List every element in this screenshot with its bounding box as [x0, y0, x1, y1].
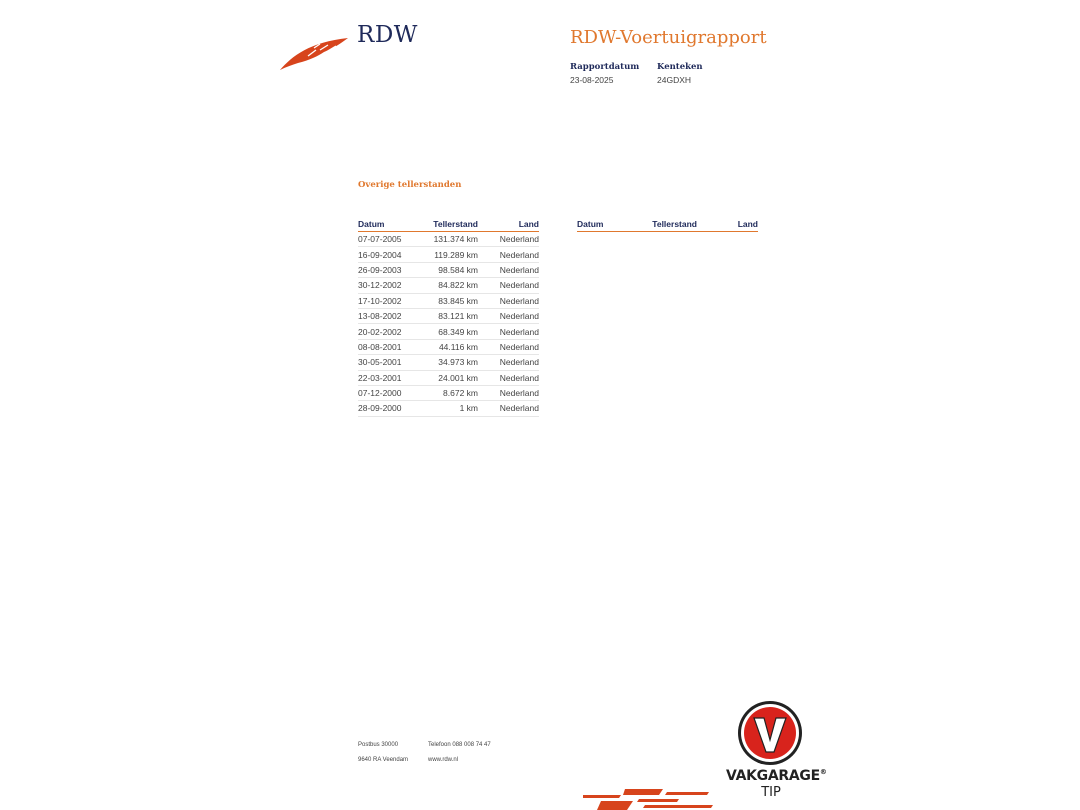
plate-number: 24GDXH: [657, 75, 692, 85]
vakgarage-name-text: VAKGARAGE: [726, 768, 820, 784]
table-row: [358, 339, 539, 354]
rdw-wing-logo: [280, 36, 350, 72]
badge-letter: V: [726, 698, 727, 699]
row-reading: 83.845 km: [420, 293, 478, 308]
row-country: Nederland: [478, 370, 539, 385]
row-country: Nederland: [478, 232, 539, 247]
row-country: Nederland: [478, 339, 539, 354]
report-title: RDW-Voertuigrapport: [570, 27, 767, 48]
table-row: [358, 278, 539, 293]
row-reading: 98.584 km: [420, 262, 478, 277]
report-date: 23-08-2025: [570, 75, 614, 85]
table-row: [358, 262, 539, 277]
table-row: [358, 385, 539, 400]
vakgarage-registered: ®: [819, 768, 827, 776]
col-reading-header: Tellerstand: [639, 218, 697, 232]
row-date: 22-03-2001: [358, 370, 420, 385]
vakgarage-name: [726, 768, 827, 784]
row-country: Nederland: [478, 293, 539, 308]
row-reading: 34.973 km: [420, 355, 478, 370]
row-reading: 68.349 km: [420, 324, 478, 339]
row-date: 20-02-2002: [358, 324, 420, 339]
row-reading: 83.121 km: [420, 308, 478, 323]
footer-website: www.rdw.nl: [428, 757, 459, 763]
col-date-header: Datum: [577, 218, 639, 232]
row-country: Nederland: [478, 324, 539, 339]
row-date: 30-05-2001: [358, 355, 420, 370]
footer-po-box: Postbus 30000: [358, 742, 399, 748]
row-date: 07-07-2005: [358, 232, 420, 247]
row-date: 28-09-2000: [358, 401, 420, 416]
odometer-table-right: [577, 218, 758, 232]
odometer-rows: [358, 232, 539, 417]
row-reading: 119.289 km: [420, 247, 478, 262]
table-row: [358, 401, 539, 416]
row-reading: 84.822 km: [420, 278, 478, 293]
table-row: [358, 355, 539, 370]
table-row: [358, 293, 539, 308]
rdw-stripes-decoration: [583, 787, 713, 810]
footer-phone: Telefoon 088 008 74 47: [428, 742, 491, 748]
row-date: 16-09-2004: [358, 247, 420, 262]
col-reading-header: Tellerstand: [420, 218, 478, 232]
report-date-label: Rapportdatum: [570, 62, 640, 72]
row-reading: 131.374 km: [420, 232, 478, 247]
table-row: [358, 324, 539, 339]
footer-city: 9640 RA Veendam: [358, 757, 409, 763]
col-country-header: Land: [697, 218, 758, 232]
row-date: 30-12-2002: [358, 278, 420, 293]
col-country-header: Land: [478, 218, 539, 232]
table-row: [358, 308, 539, 323]
row-country: Nederland: [478, 385, 539, 400]
row-country: Nederland: [478, 308, 539, 323]
row-date: 17-10-2002: [358, 293, 420, 308]
row-country: Nederland: [478, 355, 539, 370]
table-header-row: [577, 218, 758, 232]
table-row: [358, 247, 539, 262]
table-row: [358, 370, 539, 385]
row-reading: 44.116 km: [420, 339, 478, 354]
row-date: 26-09-2003: [358, 262, 420, 277]
plate-label: Kenteken: [657, 62, 703, 72]
row-country: Nederland: [478, 401, 539, 416]
row-reading: 8.672 km: [420, 385, 478, 400]
table-header-row: [358, 218, 539, 232]
table-row: [358, 232, 539, 247]
row-date: 13-08-2002: [358, 308, 420, 323]
row-date: 07-12-2000: [358, 385, 420, 400]
row-country: Nederland: [478, 278, 539, 293]
odometer-table-left: [358, 218, 539, 417]
row-country: Nederland: [478, 262, 539, 277]
row-reading: 24.001 km: [420, 370, 478, 385]
section-title: Overige tellerstanden: [358, 180, 462, 190]
row-reading: 1 km: [420, 401, 478, 416]
row-date: 08-08-2001: [358, 339, 420, 354]
brand-name: RDW: [357, 22, 418, 48]
col-date-header: Datum: [358, 218, 420, 232]
vakgarage-tip: TIP: [761, 785, 781, 800]
row-country: Nederland: [478, 247, 539, 262]
